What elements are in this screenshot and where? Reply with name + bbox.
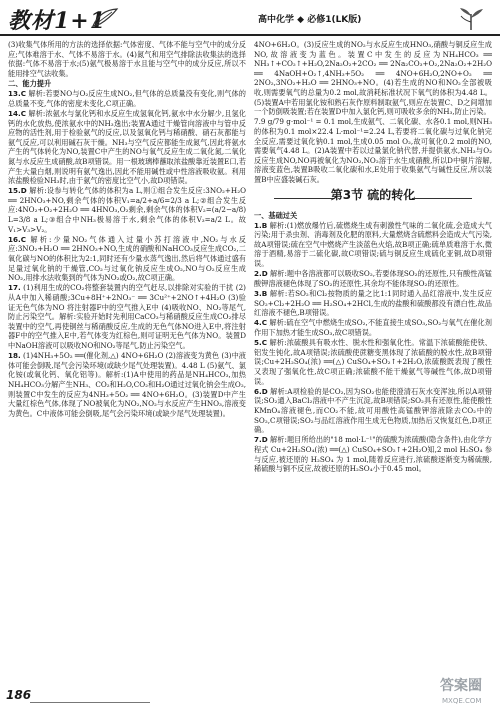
- footer-rule: [30, 702, 150, 703]
- answer-item: 16.C 解析:少量NO₂气体通入过量小苏打溶液中,NO₂与水反应:3NO₂+H₂O ══ 2HNO₃+NO,生成的硝酸和NaHCO₃反应生成CO₂,二氧化碳与NO的体积比为2:1,同时还有少量水蒸气逸出,然后将气体通过盛有足量过氧化钠的干燥管,CO₂与过氧化钠反应生成O₂,NO与O₂反应生成NO₂,用排水法收集到的气体为NO₂或O₂,故C项正确。: [8, 234, 246, 283]
- section-heading: 一、基础过关: [254, 210, 298, 220]
- banner-rule: [412, 198, 472, 199]
- answer-item: 5.C 解析:浓硫酸具有吸水性、脱水性和强氧化性。常温下浓硫酸能使铁、铝发生钝化,故A项错误;浓硫酸使蔗糖变黑体现了浓硫酸的脱水性,故B项错误;Cu+2H₂SO₄(浓) ══(△) CuSO₄+SO₂↑+2H₂O,浓硫酸既表现了酸性又表现了强氧化性,故C项正确;浓硫酸不能干燥氨气等碱性气体,故D项错误。: [254, 338, 492, 386]
- page-number: 186: [6, 688, 32, 702]
- answer-item: 4.C 解析:硫在空气中燃烧生成SO₂,不能直接生成SO₃,SO₂与氧气在催化剂作用下加热才能生成SO₃,故C项错误。: [254, 318, 492, 337]
- header-rule: [0, 34, 500, 36]
- answer-item: 6.D 解析:A项检验的是CO₂,因为SO₂也能使澄清石灰水变浑浊,所以A项错误;SO₂通入BaCl₂溶液中不产生沉淀,故B项错误;SO₂具有还原性,能使酸性KMnO₄溶液褪色,而CO₂不能,故可用酸性高锰酸钾溶液除去CO₂中的SO₂,C项错误;SO₂与品红溶液作用生成无色物质,加热后又恢复红色,D项正确。: [254, 386, 492, 435]
- section-title: 第3节 硫的转化: [330, 187, 416, 202]
- section-heading: 二、能力提升: [8, 78, 52, 88]
- page-header: [0, 0, 500, 38]
- brand-title: 教材1+1: [8, 8, 107, 34]
- watermark-url: MXQE.COM: [442, 697, 482, 705]
- answer-item: 1.B 解析:(1)燃放爆竹后,硫燃烧生成有刺激性气味的二氧化硫,会造成大气污染;用于杀虫剂、消毒剂及化肥的原料,大量燃烧含硫燃料会造成大气污染,故A项错误;硫在空气中燃烧产生淡蓝色火焰,故B项正确;硫单质难溶于水,微溶于酒精,易溶于二硫化碳,故C项错误;硫与铜反应生成硫化亚铜,故D项错误。: [254, 220, 492, 269]
- answer-item: 15.D 解析:设参与转化气体的体积为a L,则①组合发生反应:3NO₂+H₂O ══ 2HNO₃+NO,剩余气体的体积V₁=a/2+a/6=2/3 a L;②组合发生反应:4NO₂+O₂+2H₂O ══ 4HNO₃,O₂剩余,剩余气体的体积V₂=(a/2−a/8) L=3/8 a L;③组合中NH₃极易溶于水,剩余气体的体积V₃=a/2 L。故V₁>V₃>V₂。: [8, 186, 246, 234]
- answer-item: 3.B 解析:若SO₂和Cl₂按物质的量之比1:1同时通入品红溶液中,发生反应SO₂+Cl₂+2H₂O ══ H₂SO₄+2HCl,生成的盐酸和硫酸都没有漂白性,故品红溶液不褪色,B项错误。: [254, 289, 492, 318]
- section-banner: [254, 189, 492, 207]
- answer-paragraph: 4NO+6H₂O。(3)反应生成的NO₂与水反应生成HNO₃,硝酸与铜反应生成NO,故溶液变为蓝色。装置C中发生的反应为NH₄HCO₃ ══ NH₃↑+CO₂↑+H₂O,2Na₂O₂+2CO₂ ══ 2Na₂CO₃+O₂,2Na₂O₂+2H₂O ══ 4NaOH+O₂↑,4NH₃+5O₂ ══ 4NO+6H₂O,2NO+O₂ ══ 2NO₂,3NO₂+H₂O ══ 2HNO₃+NO。(4)若生成的NO和NO₂全部被吸收,则需要氧气的总量为0.2 mol,故消耗标准状况下氧气的体积为4.48 L。(5)装置A中若用氯化铵和熟石灰作原料制取氨气,则应在装置C、D之间增加一个防倒吸装置;若在装置D中加入氯化钙,则可吸收多余的NH₃,防止污染。: [254, 40, 492, 117]
- right-column: [254, 40, 492, 680]
- answer-item: 18. (1)4NH₃+5O₂ ══(催化剂,△) 4NO+6H₂O (2)溶液变为黄色 (3)中液体可能会倒吸,尾气会污染环境(或缺少尾气处理装置)。4.48 L (5)氨气、氯化铵(或氧化钙、氧化铝等)。解析:(1)A中使用的药品是NH₄HCO₃,加热NH₄HCO₃分解产生NH₃、CO₂和H₂O,CO₂和H₂O通过过氧化钠会生成O₂,则装置C中发生的反应为4NH₃+5O₂ ══ 4NO+6H₂O。(3)装置D中产生大量红棕色气体,体现了NO被氧化为NO₂,NO₂与水反应产生HNO₃,溶液变为黄色。C中液体可能会倒吸,尾气会污染环境(或缺少尾气处理装置)。: [8, 351, 246, 418]
- left-column: [8, 40, 246, 670]
- leaf-ornament-icon: [456, 6, 486, 32]
- answer-item: 14.C 解析:浓氨水与氯化钙和水反应生成氢氧化钙,氨水中水分解少,且氢化钙的水化放热,使浓氨水中的NH₃逸出;装置A通过干燥管向溶液中与管中反应物的活性剂,用于检验氨气的反应,以及氢氧化钙与稀硝酸、硝石灰都能与氨气反应,可以利用碱石灰干燥。NH₃与空气反应都能生成氮气,因此将氨水产生的气体转化为NO,装置C中产生的NO与氧气反应生成二氧化氮,二氧化氮与水反应生成硝酸,故B项错误。用一根玻璃棒蘸取浓盐酸靠近装置E口,若产生大量白烟,则说明有氨气逸出,因此不能用碱性或中性溶液吸收氨。利用浓盐酸检验NH₃时,由于氨气的密度比空气小,故D项错误。: [8, 108, 246, 186]
- leaf-ornament-icon: [90, 6, 120, 30]
- answer-item: 17. (1)利用生成的CO₂将整套装置内的空气赶尽,以排除对实验的干扰 (2)从A中加入稀硝酸;3Cu+8H⁺+2NO₃⁻ ══ 3Cu²⁺+2NO↑+4H₂O (3)验证无色气体为NO 将注射器F中的空气推入E中 (4)吸收NO、NO₂等尾气,防止污染空气。解析:实验开始时先利用CaCO₃与稀硝酸反应生成CO₂排尽装置中的空气,再使铜丝与稀硝酸反应,生成的无色气体NO进入E中,将注射器F中的空气推入E中,若气体变为红棕色,则可证明无色气体为NO。装置D中NaOH溶液可以吸收NO和NO₂等尾气,防止污染空气。: [8, 283, 246, 350]
- answer-paragraph: (3)收集气体所用的方法的选择依据:气体密度、气体不能与空气中的成分反应;气体难溶于水、气体不易溶于水。(4)氮气和用空气排除法收集法的选择依据:气体不易溶于水;(5)氨气极易溶于水且能与空气中的成分反应,所以不能用排空气法收集。: [8, 40, 246, 78]
- answer-item: 13.C 解析:若要NO与O₂反应生成NO₂,但气体的总质量没有变化,则气体的总质量不变,气体的密度未变化,C项正确。: [8, 89, 246, 108]
- answer-paragraph: 7.9 g/79 g·mol⁻¹ = 0.1 mol,生成氨气、二氧化碳、水各0.1 mol,则NH₃的体积为0.1 mol×22.4 L·mol⁻¹=2.24 L,若要将二氧化碳与过氧化钠完全反应,需要过氧化钠0.1 mol,生成0.05 mol O₂,故可氧化0.2 mol的NO,需要氧气4.48 L。(2)A装置中若以过量氯化钠代替,并提供氨水,NH₃与O₂反应生成NO,NO再被氧化为NO₂,NO₂溶于水生成硝酸,所以D中铜片溶解,溶液变蓝色,装置B吸收二氧化碳和水,E处用于收集氨气与碱性反应,所以装置B中应盛装碱石灰。: [254, 117, 492, 184]
- answer-item: 7.D 解析:题目所给出的"18 mol·L⁻¹"的硫酸为浓硫酸(隐含条件),由化学方程式 Cu+2H₂SO₄(浓) ══(△) CuSO₄+SO₂↑+2H₂O知,2 mol H₂SO₄ 参与反应,被还原的 H₂SO₄ 为 1 mol,随着反应进行,浓硫酸逐渐变为稀硫酸,稀硫酸与铜不反应,故被还原的H₂SO₄小于0.45 mol。: [254, 435, 492, 474]
- answer-item: 2.D 解析:题中各溶液都可以吸收SO₂,若要体现SO₂的还原性,只有酸性高锰酸钾溶液褪色体现了SO₂的还原性,其余均不能体现SO₂的还原性。: [254, 269, 492, 288]
- watermark-logo: [436, 670, 498, 710]
- book-info: 高中化学 ◆ 必修1(LK版): [258, 15, 362, 25]
- watermark-title: 答案圈: [440, 678, 482, 694]
